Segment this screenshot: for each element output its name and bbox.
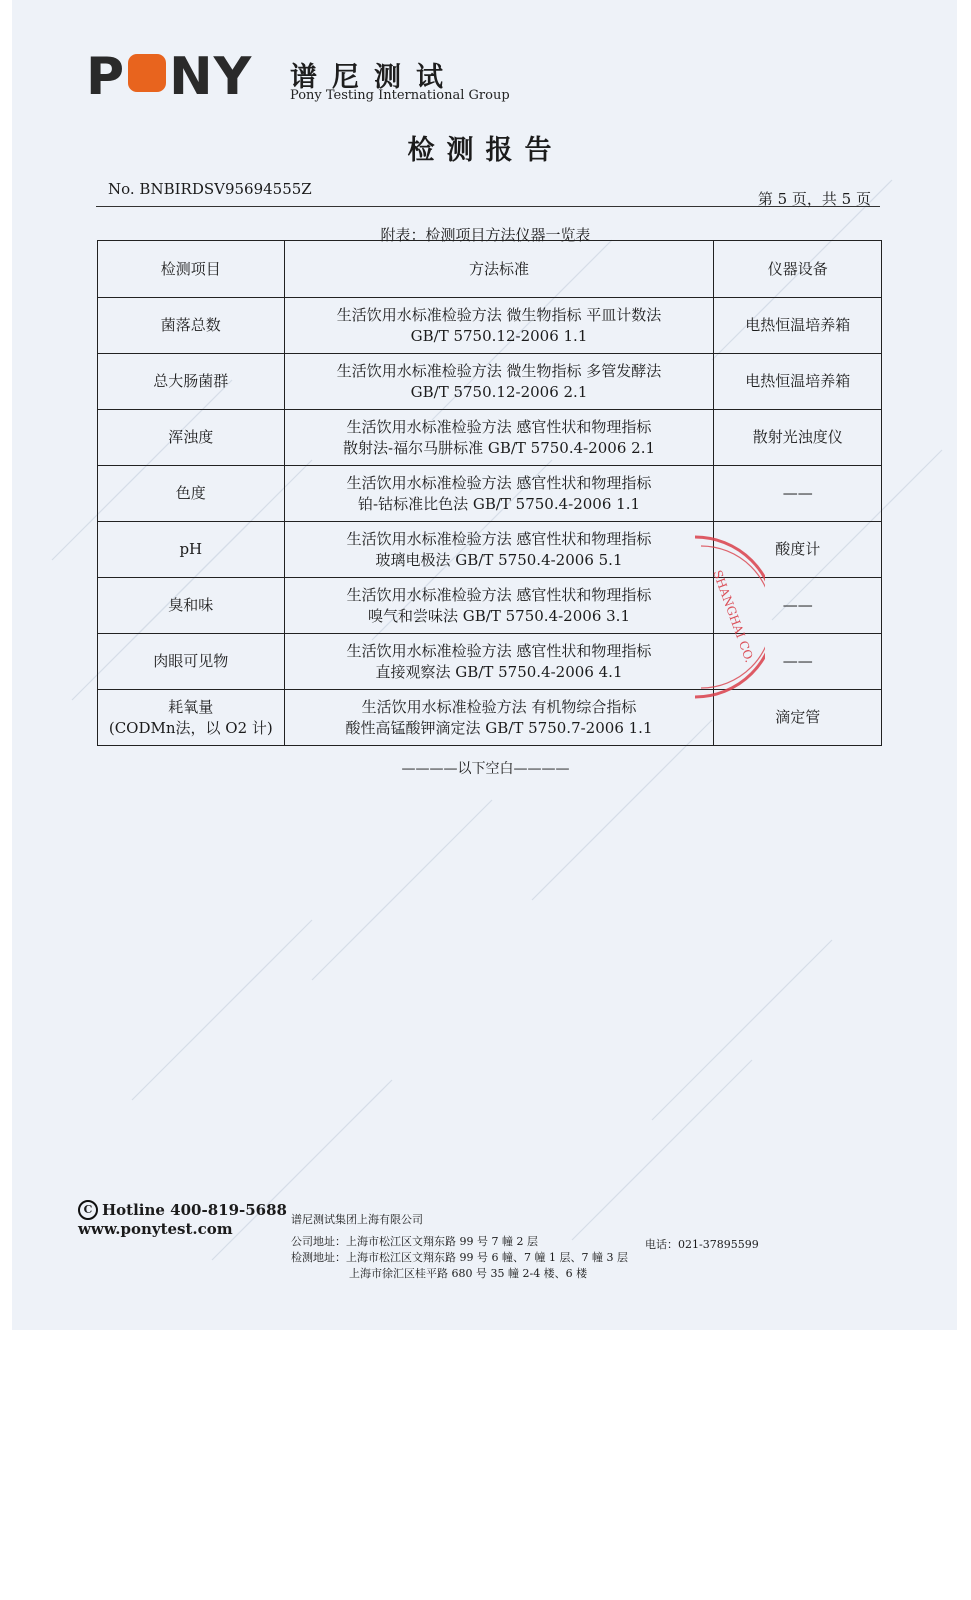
table-row [98, 354, 882, 410]
header-item: 检测项目 [98, 241, 285, 298]
row-item: 臭和味 [98, 578, 285, 634]
methods-table [97, 240, 882, 746]
header-method: 方法标准 [284, 241, 714, 298]
telephone: 电话：021-37895599 [645, 1238, 759, 1251]
pony-logo: P N Y [86, 47, 253, 107]
table-row [98, 578, 882, 634]
table-row [98, 410, 882, 466]
brand-name-en: Pony Testing International Group [290, 88, 510, 103]
row-method: 生活饮用水标准检验方法 感官性状和物理指标 散射法-福尔马肼标准 GB/T 5750.4-2006 2.1 [284, 410, 714, 466]
company-address: 公司地址：上海市松江区文翔东路 99 号 7 幢 2 层 [291, 1235, 538, 1248]
svg-text:SHANGHAI CO.: SHANGHAI CO. [710, 568, 757, 665]
row-equipment: —— [714, 578, 882, 634]
end-of-content-marker: ————以下空白———— [401, 761, 570, 777]
row-equipment: 滴定管 [714, 690, 882, 746]
row-equipment: —— [714, 634, 882, 690]
row-item: 菌落总数 [98, 298, 285, 354]
footer-contact [78, 1200, 287, 1238]
website[interactable]: www.ponytest.com [78, 1220, 233, 1238]
header-divider [96, 206, 880, 207]
row-equipment: 散射光浊度仪 [714, 410, 882, 466]
row-method: 生活饮用水标准检验方法 感官性状和物理指标 直接观察法 GB/T 5750.4-2006 4.1 [284, 634, 714, 690]
table-row [98, 634, 882, 690]
table-row [98, 466, 882, 522]
row-item: 耗氧量 (CODMn法，以 O2 计) [98, 690, 285, 746]
row-method: 生活饮用水标准检验方法 微生物指标 多管发酵法 GB/T 5750.12-2006 2.1 [284, 354, 714, 410]
document-title: 检测报告 [407, 135, 564, 166]
table-row [98, 690, 882, 746]
company-name: 谱尼测试集团上海有限公司 [291, 1213, 423, 1226]
row-method: 生活饮用水标准检验方法 感官性状和物理指标 玻璃电极法 GB/T 5750.4-2006 5.1 [284, 522, 714, 578]
company-info [291, 1212, 628, 1282]
row-method: 生活饮用水标准检验方法 感官性状和物理指标 铂-钴标准比色法 GB/T 5750.4-2006 1.1 [284, 466, 714, 522]
row-equipment: 电热恒温培养箱 [714, 354, 882, 410]
table-caption: 附表：检测项目方法仪器一览表 [380, 226, 591, 244]
row-method: 生活饮用水标准检验方法 感官性状和物理指标 嗅气和尝味法 GB/T 5750.4-2006 3.1 [284, 578, 714, 634]
row-equipment: 酸度计 [714, 522, 882, 578]
lab-address-2: 上海市徐汇区桂平路 680 号 35 幢 2-4 楼、6 楼 [349, 1267, 588, 1280]
page-info: 第 5 页，共 5 页 [757, 190, 871, 208]
row-method: 生活饮用水标准检验方法 有机物综合指标 酸性高锰酸钾滴定法 GB/T 5750.7-2006 1.1 [284, 690, 714, 746]
row-item: 色度 [98, 466, 285, 522]
report-number: No. BNBIRDSV95694555Z [108, 180, 312, 198]
lab-address: 检测地址：上海市松江区文翔东路 99 号 6 幢、7 幢 1 层、7 幢 3 层 [291, 1251, 628, 1264]
table-header-row [98, 241, 882, 298]
row-item: 浑浊度 [98, 410, 285, 466]
row-equipment: —— [714, 466, 882, 522]
row-method: 生活饮用水标准检验方法 微生物指标 平皿计数法 GB/T 5750.12-2006 1.1 [284, 298, 714, 354]
header-equipment: 仪器设备 [714, 241, 882, 298]
row-equipment: 电热恒温培养箱 [714, 298, 882, 354]
row-item: 肉眼可见物 [98, 634, 285, 690]
table-row [98, 298, 882, 354]
table-row [98, 522, 882, 578]
row-item: 总大肠菌群 [98, 354, 285, 410]
brand-name-cn: 谱尼测试 [290, 62, 458, 93]
hotline: C Hotline 400-819-5688 [78, 1200, 287, 1220]
phone-icon: C [78, 1200, 98, 1220]
row-item: pH [98, 522, 285, 578]
